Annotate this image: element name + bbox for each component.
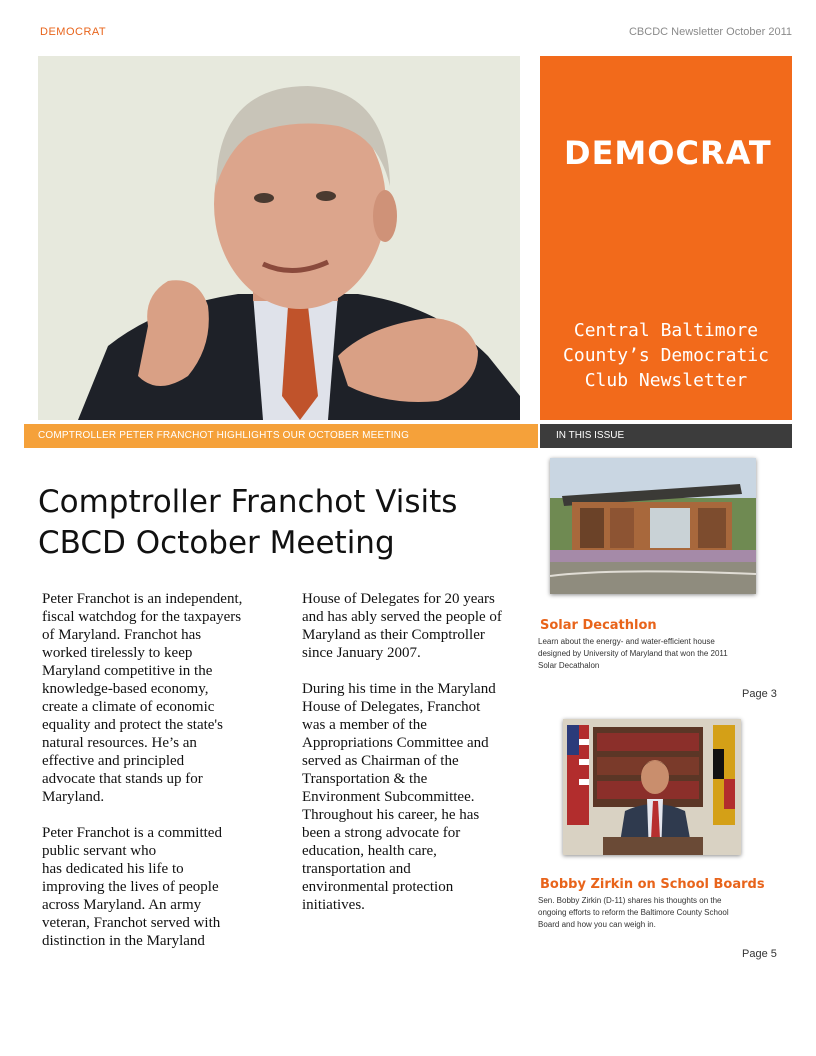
zirkin-photo[interactable] [563, 719, 741, 855]
article-paragraph [302, 590, 530, 662]
page-reference[interactable]: Page 3 [742, 688, 777, 700]
text-line: across Maryland. An army [42, 897, 202, 913]
article-paragraph [42, 590, 270, 806]
solar-house-photo[interactable] [550, 458, 756, 594]
text-line: improving the lives of people [42, 879, 219, 895]
text-line: advocate that stands up for [42, 771, 203, 787]
article-paragraph [302, 680, 530, 914]
text-line: equality and protect the state's [42, 717, 223, 733]
text-line: distinction in the Maryland [42, 933, 205, 949]
text-line: has dedicated his life to [42, 861, 184, 877]
sidebar-item-description [538, 636, 728, 672]
sidebar-item-title[interactable]: Solar Decathlon [540, 618, 657, 633]
text-line: Throughout his career, he has [302, 807, 480, 823]
masthead-subtitle-line: Club Newsletter [584, 370, 748, 391]
text-line: been a strong advocate for [302, 825, 461, 841]
headline-line: Comptroller Franchot Visits [38, 484, 458, 520]
text-line: effective and principled [42, 753, 185, 769]
text-line: and has ably served the people of [302, 609, 502, 625]
text-line: Maryland competitive in the [42, 663, 213, 679]
text-line: Transportation & the [302, 771, 428, 787]
text-line: Peter Franchot is a committed [42, 825, 222, 841]
text-line: worked tirelessly to keep [42, 645, 193, 661]
text-line: Maryland as their Comptroller [302, 627, 485, 643]
newsletter-issue-label: CBCDC Newsletter October 2011 [628, 26, 792, 38]
text-line: initiatives. [302, 897, 365, 913]
text-line: since January 2007. [302, 645, 421, 661]
text-line: House of Delegates for 20 years [302, 591, 495, 607]
feature-caption-bar: COMPTROLLER PETER FRANCHOT HIGHLIGHTS OUR OCTOBER MEETING [24, 424, 538, 448]
franchot-photo [38, 56, 520, 420]
masthead-subtitle-line: County’s Democratic [563, 345, 769, 366]
text-line: ongoing efforts to reform the Baltimore County School [538, 908, 729, 917]
masthead-subtitle [540, 318, 792, 393]
text-line: Board and how you can weigh in. [538, 920, 656, 929]
text-line: House of Delegates, Franchot [302, 699, 481, 715]
text-line: public servant who [42, 843, 157, 859]
text-line: environmental protection [302, 879, 454, 895]
sidebar-item-title[interactable]: Bobby Zirkin on School Boards [540, 877, 765, 892]
text-line: knowledge-based economy, [42, 681, 209, 697]
text-line: Solar Decathalon [538, 661, 600, 670]
sidebar-item-description [538, 895, 729, 931]
headline-line: CBCD October Meeting [38, 525, 395, 561]
in-this-issue-bar: IN THIS ISSUE [540, 424, 792, 448]
text-line: of Maryland. Franchot has [42, 627, 202, 643]
article-paragraph [42, 824, 270, 950]
masthead [540, 56, 792, 420]
text-line: Environment Subcommittee. [302, 789, 475, 805]
text-line: During his time in the Maryland [302, 681, 496, 697]
text-line: create a climate of economic [42, 699, 215, 715]
header-section-label: DEMOCRAT [40, 26, 107, 38]
text-line: veteran, Franchot served with [42, 915, 221, 931]
text-line: was a member of the [302, 717, 427, 733]
text-line: Peter Franchot is an independent, [42, 591, 243, 607]
page-reference[interactable]: Page 5 [742, 948, 777, 960]
text-line: fiscal watchdog for the taxpayers [42, 609, 242, 625]
article-column-2 [302, 590, 530, 932]
text-line: transportation and [302, 861, 411, 877]
article-column-1 [42, 590, 270, 968]
text-line: designed by University of Maryland that won the 2011 [538, 649, 728, 658]
masthead-subtitle-line: Central Baltimore [573, 320, 759, 341]
text-line: Appropriations Committee and [302, 735, 489, 751]
article-headline [38, 482, 518, 564]
text-line: natural resources. He’s an [42, 735, 197, 751]
text-line: served as Chairman of the [302, 753, 459, 769]
text-line: Learn about the energy- and water-efficient house [538, 637, 715, 646]
text-line: education, health care, [302, 843, 437, 859]
masthead-title: DEMOCRAT [564, 134, 772, 172]
text-line: Maryland. [42, 789, 105, 805]
text-line: Sen. Bobby Zirkin (D-11) shares his thoughts on the [538, 896, 722, 905]
